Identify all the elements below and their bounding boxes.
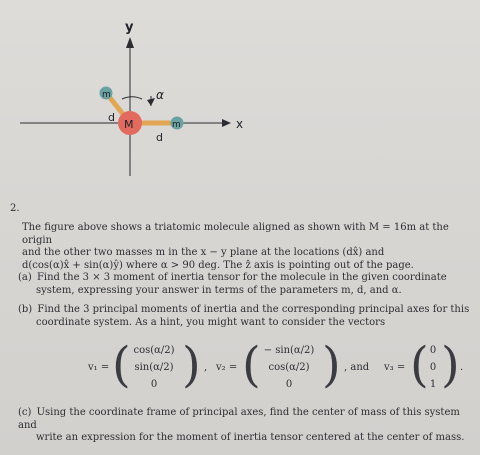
- part-b: [18, 304, 470, 329]
- v3-left-paren: (: [410, 337, 429, 393]
- separator-2: , and: [344, 362, 370, 373]
- v3-entry-2: 0: [429, 362, 437, 373]
- v2-left-paren: (: [242, 337, 261, 393]
- part-c-label: (c): [18, 407, 32, 418]
- part-a-line-1: Find the 3 × 3 moment of inertia tensor for the molecule in the given coordinate: [36, 272, 447, 283]
- part-b-label: (b): [18, 304, 33, 315]
- molecule-figure: [0, 0, 480, 200]
- y-axis-arrow: [126, 37, 134, 48]
- v2-entries: [258, 342, 320, 393]
- part-b-line-2: coordinate system. As a hint, you might want to consider the vectors: [36, 316, 386, 328]
- d-label-right: d: [156, 131, 163, 144]
- v1-left-paren: (: [112, 337, 131, 393]
- separator-1: ,: [204, 362, 208, 373]
- v3-entries: [426, 342, 440, 393]
- v3-entry-3: 1: [429, 379, 437, 390]
- alpha-label: α: [156, 88, 164, 102]
- v2-entry-2: cos(α/2): [268, 362, 310, 373]
- v2-entry-3: 0: [285, 379, 293, 390]
- v1-right-paren: ): [182, 337, 201, 393]
- v1-entry-3: 0: [150, 379, 158, 390]
- v1-label: v₁ =: [88, 362, 110, 373]
- part-b-line-1: Find the 3 principal moments of inertia and the corresponding principal axes for this: [37, 304, 470, 315]
- v3-right-paren: ): [441, 337, 460, 393]
- d-label-left: d: [108, 111, 115, 124]
- v2-entry-1: − sin(α/2): [263, 345, 315, 356]
- intro-line-3: d(cos(α)x̂ + sin(α)ŷ) where α > 90 deg. The ẑ axis is pointing out of the page.: [22, 259, 414, 271]
- part-c: [18, 407, 470, 445]
- center-mass-label: M: [124, 118, 134, 131]
- vector-end: .: [460, 362, 464, 373]
- hint-vectors: [88, 337, 468, 397]
- part-c-line-2: write an expression for the moment of inertia tensor centered at the center of mass.: [36, 432, 465, 443]
- x-axis-label: x: [236, 117, 244, 131]
- intro-line-2: and the other two masses m in the x − y plane at the locations (dx̂) and: [22, 247, 385, 258]
- v1-entry-2: sin(α/2): [134, 362, 174, 373]
- alpha-arc: [122, 97, 142, 99]
- y-axis-label: y: [125, 20, 134, 35]
- v3-entry-1: 0: [429, 345, 437, 356]
- part-c-line-1: Using the coordinate frame of principal axes, find the center of mass of this system and: [18, 407, 460, 431]
- intro-line-1: The figure above shows a triatomic molecule aligned as shown with M = 16m at the origin: [22, 222, 449, 246]
- v1-entry-1: cos(α/2): [133, 345, 175, 356]
- left-mass-label: m: [102, 90, 111, 100]
- part-a: [18, 272, 470, 297]
- v2-label: v₂ =: [216, 362, 238, 373]
- v3-label: v₃ =: [384, 362, 406, 373]
- part-a-label: (a): [18, 272, 32, 283]
- right-mass-label: m: [172, 120, 181, 130]
- problem-intro: [22, 222, 474, 272]
- problem-number: 2.: [10, 203, 20, 214]
- v1-entries: [128, 342, 180, 393]
- x-axis-arrow: [222, 119, 231, 127]
- v2-right-paren: ): [322, 337, 341, 393]
- part-a-line-2: system, expressing your answer in terms of the parameters m, d, and α.: [36, 284, 402, 296]
